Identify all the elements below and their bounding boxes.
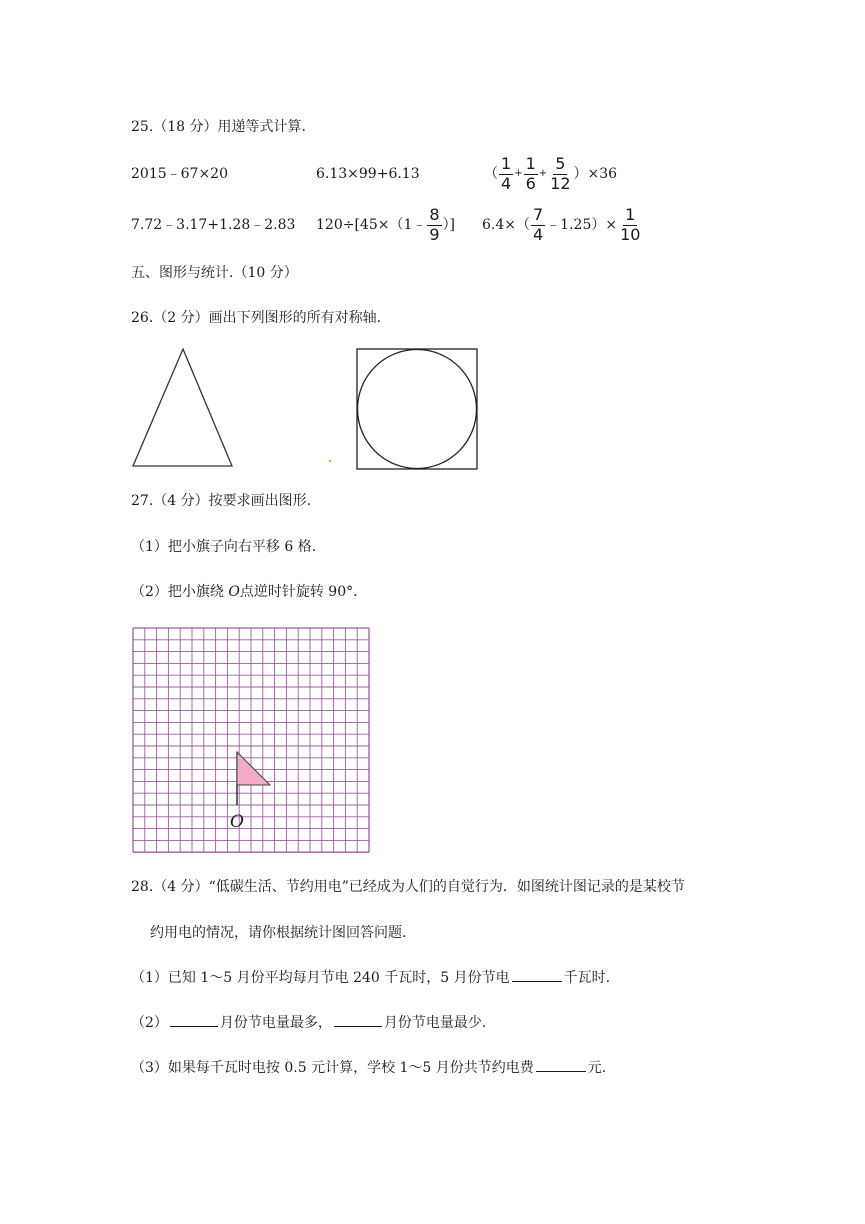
expr-prefix: 120÷[45×（1﹣ — [316, 217, 427, 234]
fraction-8-9 — [427, 207, 441, 244]
denominator: 6 — [525, 173, 536, 193]
text: 千瓦时. — [563, 970, 611, 986]
open-paren: （ — [484, 166, 498, 183]
fraction-5-12 — [548, 156, 572, 193]
numerator: 5 — [555, 154, 566, 173]
q25-title: 25.（18 分）用递等式计算. — [131, 119, 306, 135]
numerator: 1 — [525, 154, 536, 173]
numerator: 1 — [501, 154, 512, 173]
fraction-1-6 — [524, 156, 538, 193]
text: （3）如果每千瓦时电按 0.5 元计算，学校 1～5 月份共节约电费 — [131, 1060, 534, 1076]
q25-expr-3 — [484, 156, 617, 193]
text: （1）已知 1～5 月份平均每月节电 240 千瓦时，5 月份节电 — [131, 970, 510, 986]
expr-suffix: ）] — [442, 217, 456, 234]
q28-part-1 — [131, 971, 610, 985]
q25-expr-6 — [482, 207, 643, 244]
denominator: 12 — [550, 173, 571, 193]
text: 元. — [587, 1060, 607, 1076]
q27-part-1: （1）把小旗子向右平移 6 格. — [131, 539, 317, 555]
q26-title: 26.（2 分）画出下列图形的所有对称轴. — [131, 310, 382, 326]
isosceles-triangle-figure — [130, 345, 240, 470]
fraction-1-10 — [618, 207, 642, 244]
answer-blank[interactable] — [512, 980, 562, 982]
q28-title-line-1: 28.（4 分）“低碳生活、节约用电”已经成为人们的自觉行为．如图统计图记录的是某校节 — [131, 879, 685, 895]
numerator: 8 — [429, 205, 440, 224]
square-grid — [132, 627, 374, 853]
q28-title-line-2: 约用电的情况，请你根据统计图回答问题. — [150, 925, 407, 941]
fraction-1-4 — [499, 156, 513, 193]
denominator: 4 — [501, 173, 512, 193]
fraction-7-4 — [531, 207, 545, 244]
triangle-shape — [133, 349, 232, 466]
denominator: 10 — [620, 224, 641, 244]
numerator: 1 — [625, 205, 636, 224]
text: （2）把小旗绕 — [131, 584, 229, 600]
section-5-title: 五、图形与统计.（10 分） — [131, 265, 298, 281]
grid-point-o-label: O — [230, 812, 244, 832]
q25-expr-2: 6.13×99+6.13 — [316, 166, 420, 182]
point-o-label: O — [228, 584, 240, 600]
denominator: 9 — [429, 224, 440, 244]
answer-blank[interactable] — [170, 1025, 218, 1027]
answer-blank[interactable] — [536, 1070, 586, 1072]
q25-expr-1: 2015﹣67×20 — [131, 166, 228, 182]
text: 点逆时针旋转 90°． — [239, 584, 368, 600]
q27-title: 27.（4 分）按要求画出图形. — [131, 493, 312, 509]
q28-part-2 — [131, 1016, 486, 1030]
close-paren-times: ）×36 — [573, 166, 618, 183]
q28-part-3 — [131, 1061, 606, 1075]
stray-dot — [329, 460, 331, 462]
square-with-inscribed-circle-figure — [355, 347, 480, 472]
q25-expr-5 — [316, 207, 455, 244]
flag-triangle — [237, 752, 270, 785]
numerator: 7 — [533, 205, 544, 224]
text: 月份节电量最少. — [383, 1015, 487, 1031]
text: （2） — [131, 1015, 168, 1031]
plus-sign: + — [514, 168, 523, 180]
q25-expr-4: 7.72﹣3.17+1.28﹣2.83 — [131, 217, 296, 233]
circle-shape — [358, 350, 477, 469]
q27-part-2 — [131, 585, 367, 599]
expr-middle: ﹣1.25）× — [546, 217, 618, 234]
text: 月份节电量最多， — [219, 1015, 332, 1031]
denominator: 4 — [533, 224, 544, 244]
grid-lines — [133, 628, 369, 852]
answer-blank[interactable] — [334, 1025, 382, 1027]
expr-prefix: 6.4×（ — [482, 217, 530, 234]
plus-sign: + — [538, 168, 548, 180]
